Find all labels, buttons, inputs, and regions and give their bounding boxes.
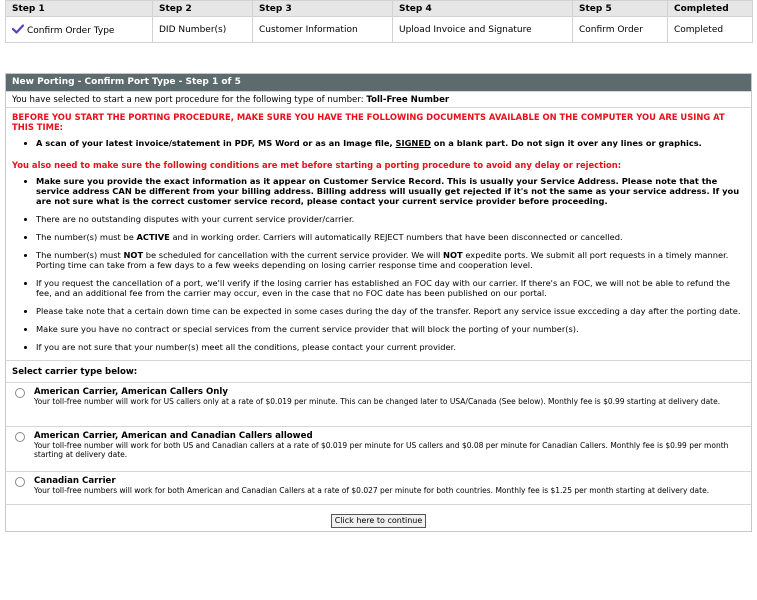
steps-header-row — [6, 1, 753, 17]
list-item: • Make sure you have no contract or special services from the current service provider that will block the porting of your number(s). — [36, 324, 745, 334]
documents-list — [12, 138, 745, 148]
cond-text: be scheduled for cancellation with the current service provider. We will — [145, 250, 441, 260]
step-2-header: Step 2 — [153, 1, 253, 17]
cond-text: The number(s) must — [36, 250, 121, 260]
steps-table — [5, 0, 753, 43]
conditions-warning: You also need to make sure the following conditions are met before starting a porting procedure to avoid any delay or rejection: — [12, 160, 622, 170]
requirements-block — [6, 107, 751, 352]
doc-text-before: A scan of your latest invoice/statement in PDF, MS Word or as an Image file, — [36, 138, 393, 148]
documents-warning: BEFORE YOU START THE PORTING PROCEDURE, MAKE SURE YOU HAVE THE FOLLOWING DOCUMENTS AVAILABLE ON THE COMPUTER YOU ARE USING AT THIS TIME: — [12, 112, 725, 132]
step-1-header: Step 1 — [6, 1, 153, 17]
cond-emphasis: NOT — [123, 250, 144, 260]
radio-canadian[interactable] — [15, 477, 25, 487]
list-item: • Please take note that a certain down time can be expected in some cases during the day of the transfer. Report any service issue excceding a day after the porting date. — [36, 306, 745, 316]
carrier-option-us-canada[interactable] — [6, 426, 751, 471]
carrier-heading: Select carrier type below: — [6, 360, 751, 382]
doc-text-after: on a blank part. Do not sign it over any lines or graphics. — [433, 138, 702, 148]
cond-text: and in working order. Carriers will automatically REJECT numbers that have been disconnected or cancelled. — [172, 232, 623, 242]
option-desc: Your toll-free numbers will work for both American and Canadian Callers at a rate of $0.027 per minute for both countries. Monthly fee is $1.25 per month starting at delivery date. — [34, 486, 710, 495]
cond-emphasis: ACTIVE — [136, 232, 170, 242]
carrier-option-canadian[interactable] — [6, 471, 751, 504]
radio-us-canada[interactable] — [15, 432, 25, 442]
intro-text: You have selected to start a new port procedure for the following type of number: — [12, 95, 364, 105]
step-1-cell — [6, 17, 153, 43]
continue-row — [6, 504, 751, 531]
step-4-header: Step 4 — [393, 1, 573, 17]
completed-header: Completed — [668, 1, 753, 17]
intro-line — [6, 91, 751, 107]
step-4-cell: Upload Invoice and Signature — [393, 17, 573, 43]
cond-text: expedite ports. We submit all port requests in a timely manner. Porting time can take from a few days to a few weeks depending on losing carrier response time and cooperation level. — [36, 250, 729, 270]
check-icon — [12, 24, 24, 34]
conditions-list — [12, 176, 745, 352]
option-title: American Carrier, American Callers Only — [34, 387, 228, 397]
option-title: Canadian Carrier — [34, 476, 116, 486]
carrier-option-us-only[interactable] — [6, 382, 751, 426]
step-1-label: Confirm Order Type — [27, 25, 115, 36]
cond-emphasis: NOT — [443, 250, 463, 260]
doc-signed: SIGNED — [395, 138, 431, 148]
panel-title: New Porting - Confirm Port Type - Step 1 of 5 — [6, 74, 751, 91]
list-item: • If you are not sure that your number(s) meet all the conditions, please contact your current provider. — [36, 342, 745, 352]
list-item — [36, 138, 745, 148]
option-desc: Your toll-free number will work for both US and Canadian callers at a rate of $0.019 per minute for US callers and $0.08 per minute for Canadian Callers. Monthly fee is $0.99 per month starting at delivery date. — [34, 441, 729, 459]
list-item: • If you request the cancellation of a port, we'll verify if the losing carrier has established an FOC day with our carrier. If there's an FOC, we will not be able to refund the fee, and an additional fee from the carrier may occur, even in the case that no FOC date has been published on our portal. — [36, 278, 745, 298]
step-5-header: Step 5 — [573, 1, 668, 17]
radio-us-only[interactable] — [15, 388, 25, 398]
step-3-header: Step 3 — [253, 1, 393, 17]
list-item: • There are no outstanding disputes with your current service provider/carrier. — [36, 214, 745, 224]
continue-button[interactable]: Click here to continue — [331, 514, 427, 528]
step-2-cell: DID Number(s) — [153, 17, 253, 43]
step-3-cell: Customer Information — [253, 17, 393, 43]
cond-text: The number(s) must be — [36, 232, 134, 242]
porting-panel — [5, 73, 752, 532]
completed-cell: Completed — [668, 17, 753, 43]
list-item — [36, 250, 745, 270]
option-desc: Your toll-free number will work for US callers only at a rate of $0.019 per minute. This can be changed later to USA/Canada (See below). Monthly fee is $0.99 starting at delivery date. — [34, 397, 721, 406]
steps-row — [6, 17, 753, 43]
list-item: • Make sure you provide the exact information as it appear on Customer Service Record. This is usually your Service Address. Please note that the service address CAN be different from your billing address. Billing address will usually get rejected if it's not the same as your service address. If you are not sure what is the correct customer service record, please contact your current service provider before proceeding. — [36, 176, 745, 206]
option-title: American Carrier, American and Canadian Callers allowed — [34, 431, 313, 441]
number-type: Toll-Free Number — [366, 95, 450, 105]
step-5-cell: Confirm Order — [573, 17, 668, 43]
list-item — [36, 232, 745, 242]
